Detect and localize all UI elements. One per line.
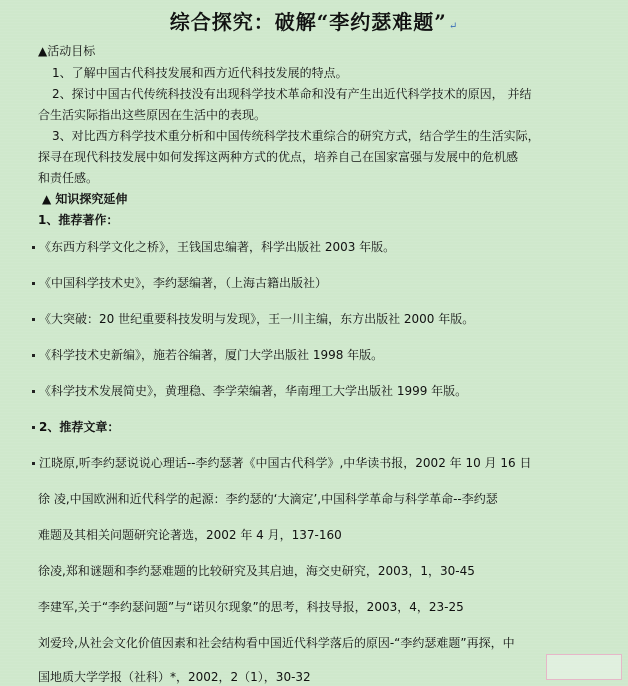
bullet-icon xyxy=(32,426,35,429)
article-text: 国地质大学学报（社科）*，2002，2（1），30-32 xyxy=(38,670,311,684)
knowledge-heading-text: ▲ 知识探究延伸 xyxy=(42,192,128,206)
page-title-text: 综合探究：破解“李约瑟难题” xyxy=(169,10,447,34)
article-item xyxy=(38,598,464,615)
articles-heading-text: 2、推荐文章： xyxy=(39,420,120,434)
article-item-continued xyxy=(38,668,311,685)
activity-goal-continued xyxy=(38,106,266,123)
activity-heading-text: ▲活动目标 xyxy=(38,44,96,58)
book-text: 《科学技术史新编》，施若谷编著，厦门大学出版社 1998 年版。 xyxy=(39,348,384,362)
bullet-icon xyxy=(32,390,35,393)
books-heading xyxy=(38,211,118,228)
article-text: 徐 凌,中国欧洲和近代科学的起源：李约瑟的‘大滴定’,中国科学革命与科学革命--李约瑟 xyxy=(38,492,498,506)
goal-text: 1、了解中国古代科技发展和西方近代科技发展的特点。 xyxy=(52,66,348,80)
article-text: 难题及其相关问题研究论著选，2002 年 4 月，137-160 xyxy=(38,528,342,542)
watermark-stamp xyxy=(546,654,622,680)
bullet-icon xyxy=(32,354,35,357)
bullet-icon xyxy=(32,282,35,285)
activity-goal xyxy=(52,127,540,144)
book-item xyxy=(32,382,467,399)
activity-goal xyxy=(52,64,348,81)
book-text: 《中国科学技术史》，李约瑟编著，（上海古籍出版社） xyxy=(39,276,328,290)
book-item xyxy=(32,238,395,255)
book-text: 《科学技术发展简史》，黄理稳、李学荣编著，华南理工大学出版社 1999 年版。 xyxy=(39,384,468,398)
paragraph-mark-icon: ↵ xyxy=(448,21,459,32)
bullet-icon xyxy=(32,318,35,321)
article-item xyxy=(32,454,531,471)
bullet-icon xyxy=(32,246,35,249)
article-item xyxy=(38,634,515,651)
goal-text: 2、探讨中国古代传统科技没有出现科学技术革命和没有产生出近代科学技术的原因， 并结 xyxy=(52,87,532,101)
activity-goal xyxy=(52,85,531,102)
article-text: 李建军,关于“李约瑟问题”与“诺贝尔现象”的思考，科技导报，2003，4，23-25 xyxy=(38,600,464,614)
book-item xyxy=(32,274,327,291)
article-text: 江晓原,听李约瑟说说心理话--李约瑟著《中国古代科学》,中华读书报，2002 年 10 月 16 日 xyxy=(39,456,532,470)
goal-text: 3、对比西方科学技术重分析和中国传统科学技术重综合的研究方式，结合学生的生活实际， xyxy=(52,129,540,143)
book-item xyxy=(32,346,383,363)
activity-heading xyxy=(38,42,95,59)
knowledge-heading xyxy=(42,190,127,207)
bullet-icon xyxy=(32,462,35,465)
article-item xyxy=(38,562,475,579)
articles-heading xyxy=(32,418,119,435)
article-item xyxy=(38,490,498,507)
activity-goal-continued xyxy=(38,148,518,165)
book-text: 《东西方科学文化之桥》，王钱国忠编著，科学出版社 2003 年版。 xyxy=(39,240,396,254)
article-text: 刘爱玲,从社会文化价值因素和社会结构看中国近代科学落后的原因-“李约瑟难题”再探，中 xyxy=(38,636,515,650)
goal-text: 探寻在现代科技发展中如何发挥这两种方式的优点，培养自己在国家富强与发展中的危机感 xyxy=(38,150,519,164)
goal-text: 和责任感。 xyxy=(38,171,99,185)
article-text: 徐凌,郑和谜题和李约瑟难题的比较研究及其启迪，海交史研究，2003，1，30-45 xyxy=(38,564,475,578)
book-text: 《大突破：20 世纪重要科技发明与发现》，王一川主编，东方出版社 2000 年版。 xyxy=(39,312,475,326)
article-item-continued xyxy=(38,526,342,543)
books-heading-text: 1、推荐著作： xyxy=(38,213,119,227)
goal-text: 合生活实际指出这些原因在生活中的表现。 xyxy=(38,108,267,122)
activity-goal-continued xyxy=(38,169,98,186)
page-title xyxy=(0,6,628,35)
book-item xyxy=(32,310,474,327)
